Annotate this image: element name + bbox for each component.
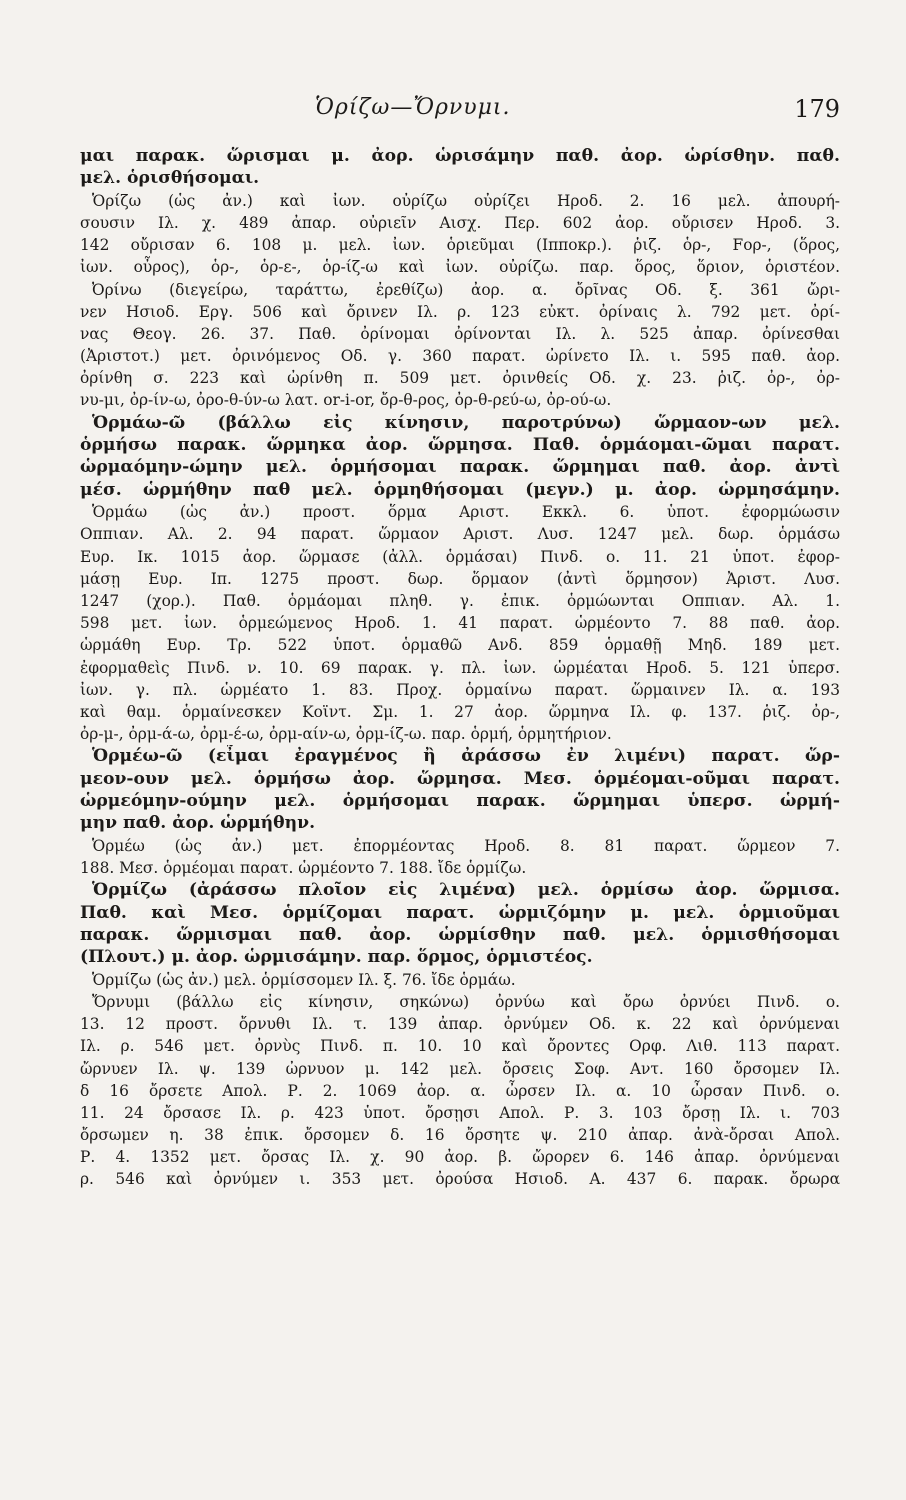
text-line: Ὄρνυμι (βάλλω εἰς κίνησιν, σηκώνω) ὀρνύω καὶ ὄρω ὀρνύει Πινδ. ο. [92, 992, 840, 1011]
text-line: ὡρμαόμην-ώμην μελ. ὁρμήσομαι παρακ. ὥρμημαι παθ. ἀορ. ἀντὶ [80, 457, 840, 478]
text-line: Ὁρμίζω (ὡς ἀν.) μελ. ὁρμίσσομεν Ιλ. ξ. 76. ἴδε ὁρμάω. [92, 970, 516, 989]
running-head: Ὁρίζω—Ὄρνυμι. [315, 95, 511, 120]
text-line: Ὁρμέω-ῶ (εἶμαι ἐραγμένος ἢ ἀράσσω ἐν λιμένι) παρατ. ὥρ- [92, 746, 840, 767]
text-line: σουσιν Ιλ. χ. 489 ἀπαρ. οὐριεῖν Αισχ. Περ. 602 ἀορ. οὔρισεν Ηροδ. 3. [80, 213, 840, 232]
text-line: Ὁρίζω (ὡς ἀν.) καὶ ἰων. οὐρίζω οὐρίζει Ηροδ. 2. 16 μελ. ἀπουρή- [92, 191, 840, 210]
text-line: Ρ. 4. 1352 μετ. ὄρσας Ιλ. χ. 90 ἀορ. β. ὤρορεν 6. 146 ἀπαρ. ὀρνύμεναι [80, 1148, 840, 1167]
text-line: 13. 12 προστ. ὄρνυθι Ιλ. τ. 139 ἀπαρ. ὀρνύμεν Οδ. κ. 22 καὶ ὀρνύμεναι [80, 1015, 840, 1034]
text-line: ὡρμάθη Ευρ. Τρ. 522 ὑποτ. ὁρμαθῶ Ανδ. 859 ὁρμαθῇ Μηδ. 189 μετ. [80, 636, 840, 655]
text-line: καὶ θαμ. ὁρμαίνεσκεν Κοϊντ. Σμ. 1. 27 ἀορ. ὥρμηνα Ιλ. φ. 137. ῥιζ. ὀρ-, [80, 702, 840, 721]
text-line: ἰων. γ. πλ. ὡρμέατο 1. 83. Προχ. ὁρμαίνω παρατ. ὥρμαινεν Ιλ. α. 193 [80, 680, 840, 699]
text-line: (Πλουτ.) μ. ἀορ. ὡρμισάμην. παρ. ὅρμος, ὁρμιστέος. [80, 947, 593, 968]
page-number: 179 [794, 95, 840, 123]
body-text [80, 145, 840, 1191]
text-line: Ευρ. Ικ. 1015 ἀορ. ὥρμασε (ἀλλ. ὁρμάσαι) Πινδ. ο. 11. 21 ὑποτ. ἐφορ- [80, 547, 840, 566]
text-line: 11. 24 ὄρσασε Ιλ. ρ. 423 ὑποτ. ὄρσῃσι Απολ. Ρ. 3. 103 ὄρσῃ Ιλ. ι. 703 [80, 1103, 840, 1122]
text-line: μάσῃ Ευρ. Ιπ. 1275 προστ. δωρ. ὅρμαον (ἀντὶ ὅρμησον) Ἀριστ. Λυσ. [80, 569, 840, 588]
text-line: Ιλ. ρ. 546 μετ. ὀρνὺς Πινδ. π. 10. 10 καὶ ὄροντες Ορφ. Λιθ. 113 παρατ. [80, 1037, 840, 1056]
text-line: Ὁρμάω-ῶ (βάλλω εἰς κίνησιν, παροτρύνω) ὥρμαον-ων μελ. [92, 412, 840, 433]
text-line: 142 οὔρισαν 6. 108 μ. μελ. ἰων. ὁριεῦμαι (Ιπποκρ.). ῥιζ. ὁρ-, Fορ-, (ὅρος, [80, 236, 840, 255]
text-line: Οππιαν. Αλ. 2. 94 παρατ. ὥρμαον Αριστ. Λυσ. 1247 μελ. δωρ. ὁρμάσω [80, 525, 840, 544]
text-line: ἰων. οὖρος), ὁρ-, ὁρ-ε-, ὁρ-ίζ-ω καὶ ἰων. οὐρίζω. παρ. ὅρος, ὅριον, ὁριστέον. [80, 258, 840, 277]
text-line: ἐφορμαθεὶς Πινδ. ν. 10. 69 παρακ. γ. πλ. ἰων. ὡρμέαται Ηροδ. 5. 121 ὑπερσ. [80, 658, 840, 677]
text-line: (Ἀριστοτ.) μετ. ὀρινόμενος Οδ. γ. 360 παρατ. ὠρίνετο Ιλ. ι. 595 παθ. ἀορ. [80, 347, 840, 366]
text-line: ὡρμεόμην-ούμην μελ. ὁρμήσομαι παρακ. ὥρμημαι ὑπερσ. ὡρμή- [80, 791, 840, 812]
text-line: Ὁρμέω (ὡς ἀν.) μετ. ἐπορμέοντας Ηροδ. 8. 81 παρατ. ὥρμεον 7. [92, 836, 840, 855]
text-line: νυ-μι, ὀρ-ίν-ω, ὀρο-θ-ύν-ω λατ. or-i-or, ὄρ-θ-ρος, ὀρ-θ-ρεύ-ω, ὀρ-ού-ω. [80, 391, 612, 410]
text-line: ρ. 546 καὶ ὀρνύμεν ι. 353 μετ. ὀρούσα Ησιοδ. Α. 437 6. παρακ. ὄρωρα [80, 1170, 840, 1189]
text-line: Ὁρμίζω (ἀράσσω πλοῖον εἰς λιμένα) μελ. ὁρμίσω ἀορ. ὥρμισα. [92, 880, 840, 901]
text-line: παρακ. ὥρμισμαι παθ. ἀορ. ὡρμίσθην παθ. μελ. ὁρμισθήσομαι [80, 925, 840, 945]
text-line: ὤρνυεν Ιλ. ψ. 139 ὠρνυον μ. 142 μελ. ὄρσεις Σοφ. Αντ. 160 ὄρσομεν Ιλ. [80, 1059, 840, 1078]
text-line: μεον-ουν μελ. ὁρμήσω ἀορ. ὥρμησα. Μεσ. ὁρμέομαι-οῦμαι παρατ. [80, 768, 840, 789]
text-line: ὄρσωμεν η. 38 ἐπικ. ὄρσομεν δ. 16 ὄρσητε ψ. 210 ἀπαρ. ἀνὰ-ὄρσαι Απολ. [80, 1126, 840, 1145]
text-line: νεν Ησιοδ. Εργ. 506 καὶ ὄρινεν Ιλ. ρ. 123 εὐκτ. ὀρίναις λ. 792 μετ. ὀρί- [80, 302, 840, 321]
text-line: δ 16 ὄρσετε Απολ. Ρ. 2. 1069 ἀορ. α. ὦρσεν Ιλ. α. 10 ὦρσαν Πινδ. ο. [80, 1081, 840, 1100]
text-line: Ὀρίνω (διεγείρω, ταράττω, ἐρεθίζω) ἀορ. α. ὄρῖνας Οδ. ξ. 361 ὤρι- [92, 280, 840, 299]
text-line: ὁρμήσω παρακ. ὥρμηκα ἀορ. ὥρμησα. Παθ. ὁρμάομαι-ῶμαι παρατ. [80, 435, 840, 456]
text-line: μαι παρακ. ὥρισμαι μ. ἀορ. ὡρισάμην παθ. ἀορ. ὡρίσθην. παθ. [80, 146, 840, 166]
text-line: 188. Μεσ. ὁρμέομαι παρατ. ὡρμέοντο 7. 188. ἴδε ὁρμίζω. [80, 859, 527, 878]
text-line: μελ. ὁρισθήσομαι. [80, 168, 260, 189]
text-line: 1247 (χορ.). Παθ. ὁρμάομαι πληθ. γ. ἐπικ. ὁρμώωνται Οππιαν. Αλ. 1. [80, 591, 840, 610]
text-line: 598 μετ. ἰων. ὁρμεώμενος Ηροδ. 1. 41 παρατ. ὡρμέοντο 7. 88 παθ. ἀορ. [80, 614, 840, 633]
text-line: μέσ. ὡρμήθην παθ μελ. ὁρμηθήσομαι (μεγν.) μ. ἀορ. ὡρμησάμην. [80, 479, 840, 500]
text-line: Παθ. καὶ Μεσ. ὁρμίζομαι παρατ. ὡρμιζόμην μ. μελ. ὁρμιοῦμαι [80, 902, 840, 923]
text-line: μην παθ. ἀορ. ὡρμήθην. [80, 813, 316, 834]
text-line: νας Θεογ. 26. 37. Παθ. ὀρίνομαι ὀρίνονται Ιλ. λ. 525 ἀπαρ. ὀρίνεσθαι [80, 324, 840, 343]
text-line: ὀρ-μ-, ὀρμ-ά-ω, ὀρμ-έ-ω, ὀρμ-αίν-ω, ὀρμ-ίζ-ω. παρ. ὁρμή, ὁρμητήριον. [80, 725, 612, 744]
page-header [80, 95, 840, 135]
text-line: Ὁρμάω (ὡς ἀν.) προστ. ὅρμα Αριστ. Εκκλ. 6. ὑποτ. ἐφορμώωσιν [92, 503, 840, 522]
text-line: ὀρίνθη σ. 223 καὶ ὠρίνθη π. 509 μετ. ὀρινθείς Οδ. χ. 23. ῥιζ. ὀρ-, ὀρ- [80, 369, 840, 388]
